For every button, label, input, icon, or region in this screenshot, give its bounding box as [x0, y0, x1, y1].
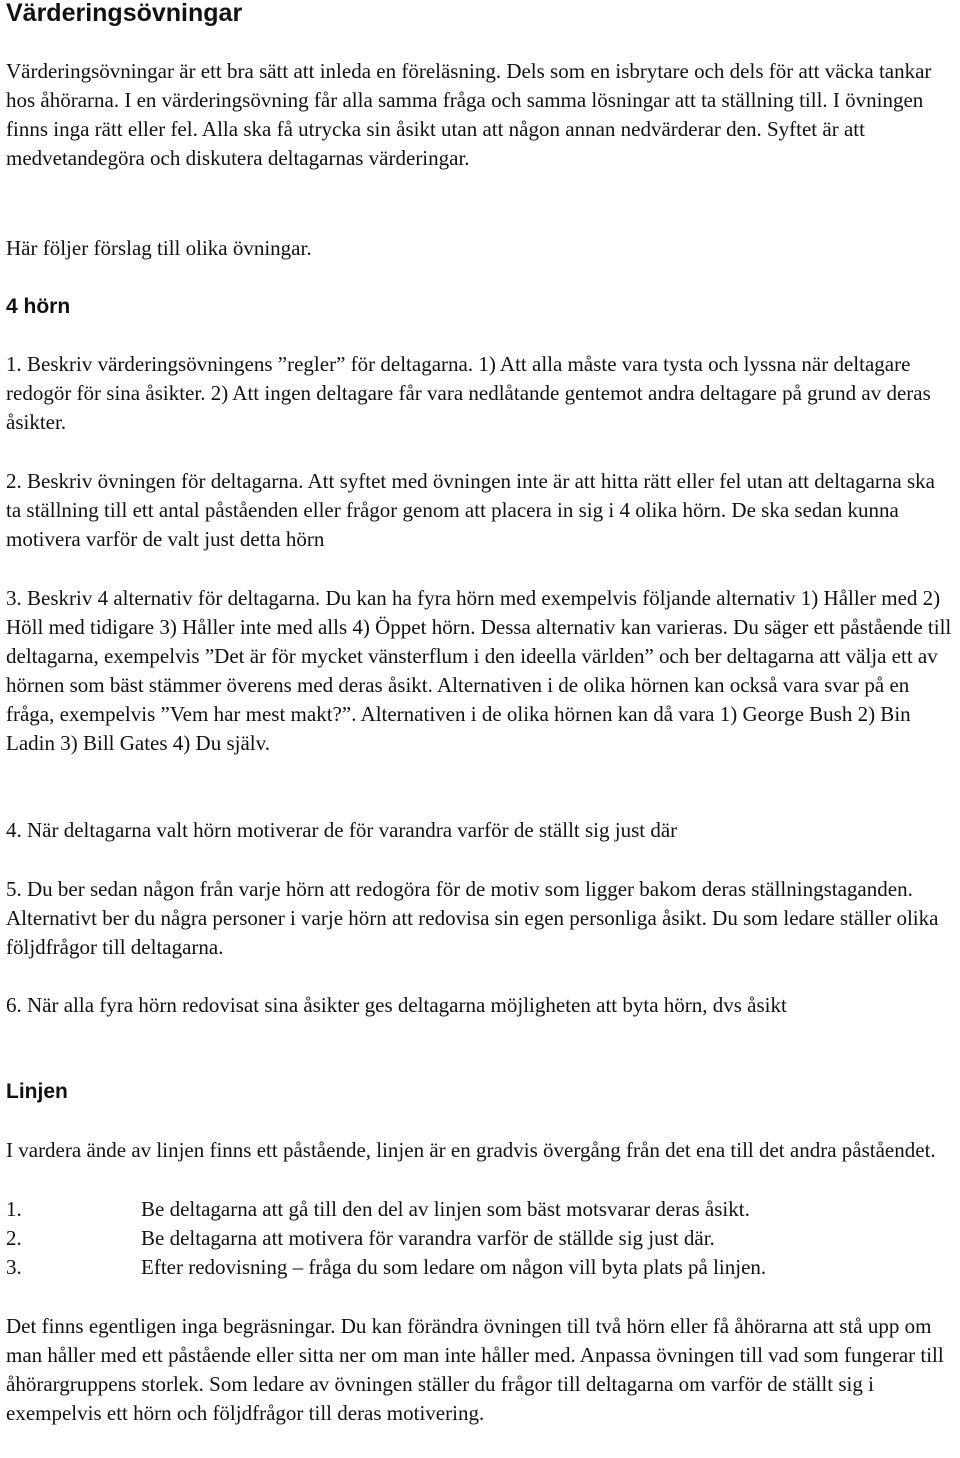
list-text: Efter redovisning – fråga du som ledare om någon vill byta plats på linjen.: [141, 1255, 767, 1279]
list-number: 1.: [6, 1197, 22, 1221]
step-3: 3. Beskriv 4 alternativ för deltagarna. Du kan ha fyra hörn med exempelvis följande alternativ 1) Håller med 2) Höll med tidigare 3) Håller inte med alls 4) Öppet hörn. Dessa alternativ kan varieras. Du säger ett påstående till deltagarna, exempelvis ”Det är för mycket vänsterflum i den ideella världen” och ber deltagarna att välja ett av hörnen som bäst stämmer överens med deras åsikt. Alternativen i de olika hörnen kan också vara svar på en fråga, exempelvis ”Vem har mest makt?”. Alternativen i de olika hörnen kan då vara 1) George Bush 2) Bin Ladin 3) Bill Gates 4) Du själv.: [6, 586, 952, 755]
list-text: Be deltagarna att motivera för varandra varför de ställde sig just där.: [141, 1226, 715, 1250]
list-text: Be deltagarna att gå till den del av linjen som bäst motsvarar deras åsikt.: [141, 1197, 750, 1221]
intro-followup: Här följer förslag till olika övningar.: [6, 236, 312, 260]
page-title: Värderingsövningar: [6, 0, 243, 27]
step-1: 1. Beskriv värderingsövningens ”regler” för deltagarna. 1) Att alla måste vara tysta och lyssna när deltagare redogör för sina åsikter. 2) Att ingen deltagare får vara nedlåtande gentemot andra deltagare på grund av deras åsikter.: [6, 352, 931, 434]
linjen-list-item: [6, 1195, 954, 1224]
linjen-outro: Det finns egentligen inga begräsningar. Du kan förändra övningen till två hörn eller få åhörarna att stå upp om man håller med ett påstående eller sitta ner om man inte håller med. Anpassa övningen till vad som fungerar till åhörargruppens storlek. Som ledare av övningen ställer du frågor till deltagarna om varför de ställt sig i exempelvis ett hörn och följdfrågor till deras motivering.: [6, 1314, 944, 1425]
linjen-list-item: [6, 1253, 954, 1282]
list-number: 3.: [6, 1255, 22, 1279]
step-2: 2. Beskriv övningen för deltagarna. Att syftet med övningen inte är att hitta rätt eller fel utan att deltagarna ska ta ställning till ett antal påståenden eller frågor genom att placera in sig i 4 olika hörn. De ska sedan kunna motivera varför de valt just detta hörn: [6, 469, 935, 551]
linjen-list-item: [6, 1224, 954, 1253]
step-5: 5. Du ber sedan någon från varje hörn att redogöra för de motiv som ligger bakom deras ställningstaganden. Alternativt ber du några personer i varje hörn att redovisa sin egen personliga åsikt. Du som ledare ställer olika följdfrågor till deltagarna.: [6, 877, 939, 959]
linjen-intro: I vardera ände av linjen finns ett påstående, linjen är en gradvis övergång från det ena till det andra påståendet.: [6, 1138, 936, 1162]
step-4: 4. När deltagarna valt hörn motiverar de för varandra varför de ställt sig just där: [6, 818, 678, 842]
list-number: 2.: [6, 1226, 22, 1250]
step-6: 6. När alla fyra hörn redovisat sina åsikter ges deltagarna möjligheten att byta hörn, dvs åsikt: [6, 993, 787, 1017]
section-heading-linjen: Linjen: [6, 1080, 68, 1103]
section-heading-4-horn: 4 hörn: [6, 295, 71, 318]
intro-paragraph: Värderingsövningar är ett bra sätt att inleda en föreläsning. Dels som en isbrytare och dels för att väcka tankar hos åhörarna. I en värderingsövning får alla samma fråga och samma lösningar att ta ställning till. I övningen finns inga rätt eller fel. Alla ska få utrycka sin åsikt utan att någon annan nedvärderar den. Syftet är att medvetandegöra och diskutera deltagarnas värderingar.: [6, 59, 932, 170]
